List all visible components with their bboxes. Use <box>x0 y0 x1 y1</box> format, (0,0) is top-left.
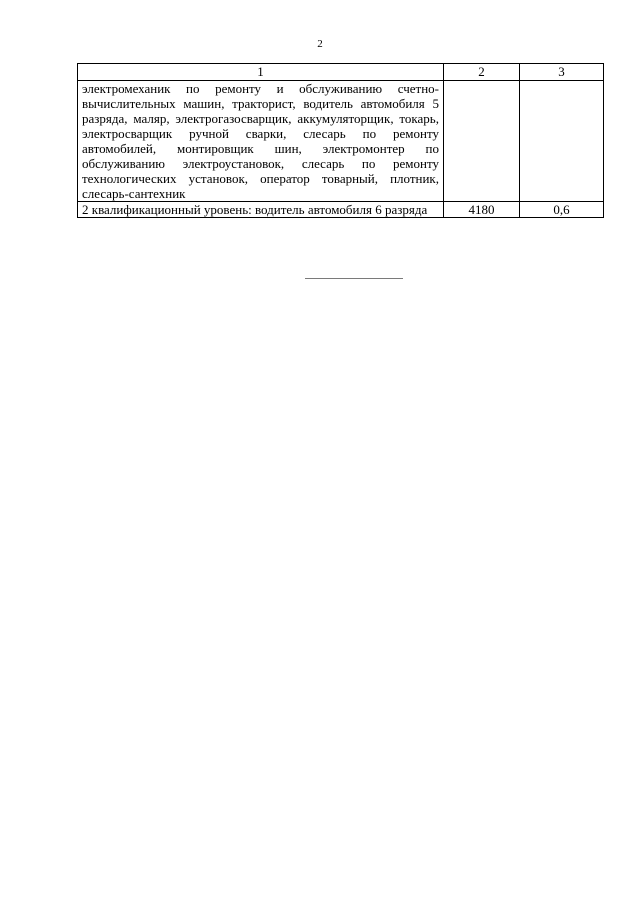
salary-cell <box>444 81 520 202</box>
table-row <box>78 81 604 202</box>
qualification-table <box>77 63 604 218</box>
coefficient-cell: 0,6 <box>520 202 604 218</box>
table-row <box>78 202 604 218</box>
profession-list-cell: электромеханик по ремонту и обслуживанию счетно-вычислительных машин, тракторист, водитель автомобиля 5 разряда, маляр, электрогазосварщик, аккумуляторщик, токарь, электросварщик ручной сварки, слесарь по ремонту автомобилей, монтировщик шин, электромонтер по обслуживанию электроустановок, слесарь по ремонту технологических установок, оператор товарный, плотник, слесарь-сантехник <box>78 81 444 202</box>
footnote-separator-line <box>305 278 403 279</box>
coefficient-cell <box>520 81 604 202</box>
page-number: 2 <box>317 38 323 50</box>
header-cell-2: 2 <box>444 64 520 81</box>
table-header-row <box>78 64 604 81</box>
salary-cell: 4180 <box>444 202 520 218</box>
header-cell-3: 3 <box>520 64 604 81</box>
header-cell-1: 1 <box>78 64 444 81</box>
profession-list-cell: 2 квалификационный уровень: водитель автомобиля 6 разряда <box>78 202 444 218</box>
